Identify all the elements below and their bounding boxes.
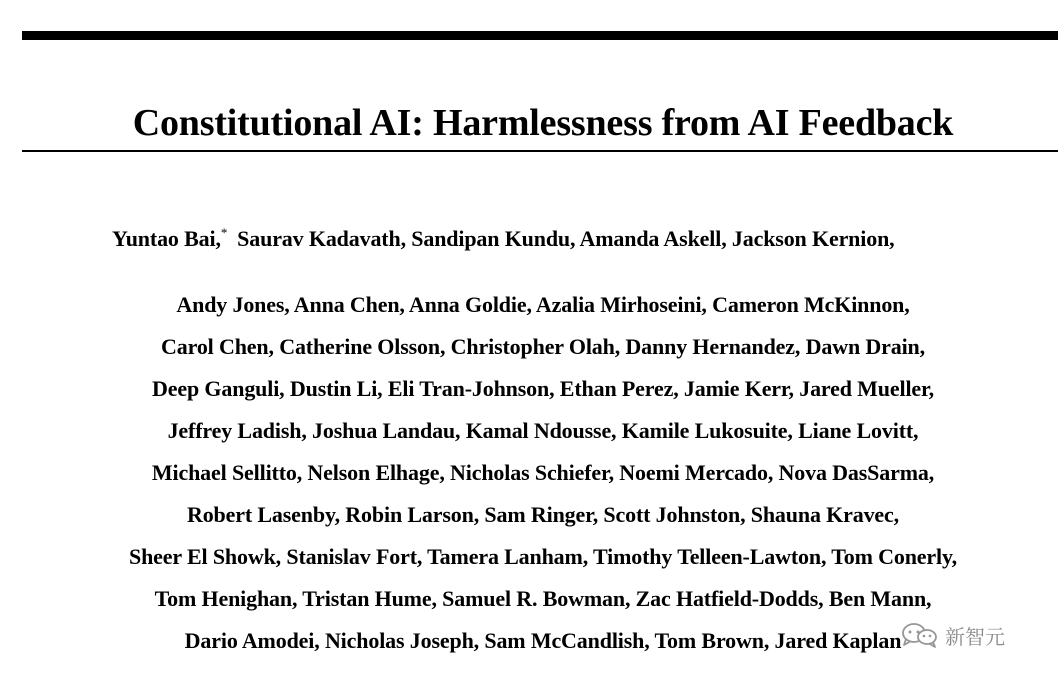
first-author: Yuntao Bai, xyxy=(112,226,221,251)
footnote-mark: * xyxy=(220,225,228,240)
wechat-bubbles-icon xyxy=(900,621,940,649)
top-rule xyxy=(22,31,1058,40)
author-line-8: Sheer El Showk, Stanislav Fort, Tamera Lanham, Timothy Telleen-Lawton, Tom Conerly, xyxy=(129,544,957,569)
author-line-5: Jeffrey Ladish, Joshua Landau, Kamal Ndousse, Kamile Lukosuite, Liane Lovitt, xyxy=(167,418,919,443)
author-line-4: Deep Ganguli, Dustin Li, Eli Tran-Johnson, Ethan Perez, Jamie Kerr, Jared Mueller, xyxy=(152,376,934,401)
author-line-1 xyxy=(112,218,895,254)
author-line-7: Robert Lasenby, Robin Larson, Sam Ringer, Scott Johnston, Shauna Kravec, xyxy=(186,502,900,527)
title-rule xyxy=(22,150,1058,152)
paper-title: Constitutional AI: Harmlessness from AI Feedback xyxy=(132,102,954,145)
watermark-text: 新智元 xyxy=(945,624,1005,649)
author-line-1-rest: Saurav Kadavath, Sandipan Kundu, Amanda Askell, Jackson Kernion, xyxy=(237,226,895,251)
author-line-2: Andy Jones, Anna Chen, Anna Goldie, Azalia Mirhoseini, Cameron McKinnon, xyxy=(176,292,910,317)
watermark xyxy=(900,620,1005,650)
author-line-9: Tom Henighan, Tristan Hume, Samuel R. Bowman, Zac Hatfield-Dodds, Ben Mann, xyxy=(154,586,932,611)
author-line-6: Michael Sellitto, Nelson Elhage, Nicholas Schiefer, Noemi Mercado, Nova DasSarma, xyxy=(151,460,935,485)
author-line-10: Dario Amodei, Nicholas Joseph, Sam McCandlish, Tom Brown, Jared Kaplan xyxy=(184,628,902,653)
author-line-3: Carol Chen, Catherine Olsson, Christopher Olah, Danny Hernandez, Dawn Drain, xyxy=(161,334,925,359)
